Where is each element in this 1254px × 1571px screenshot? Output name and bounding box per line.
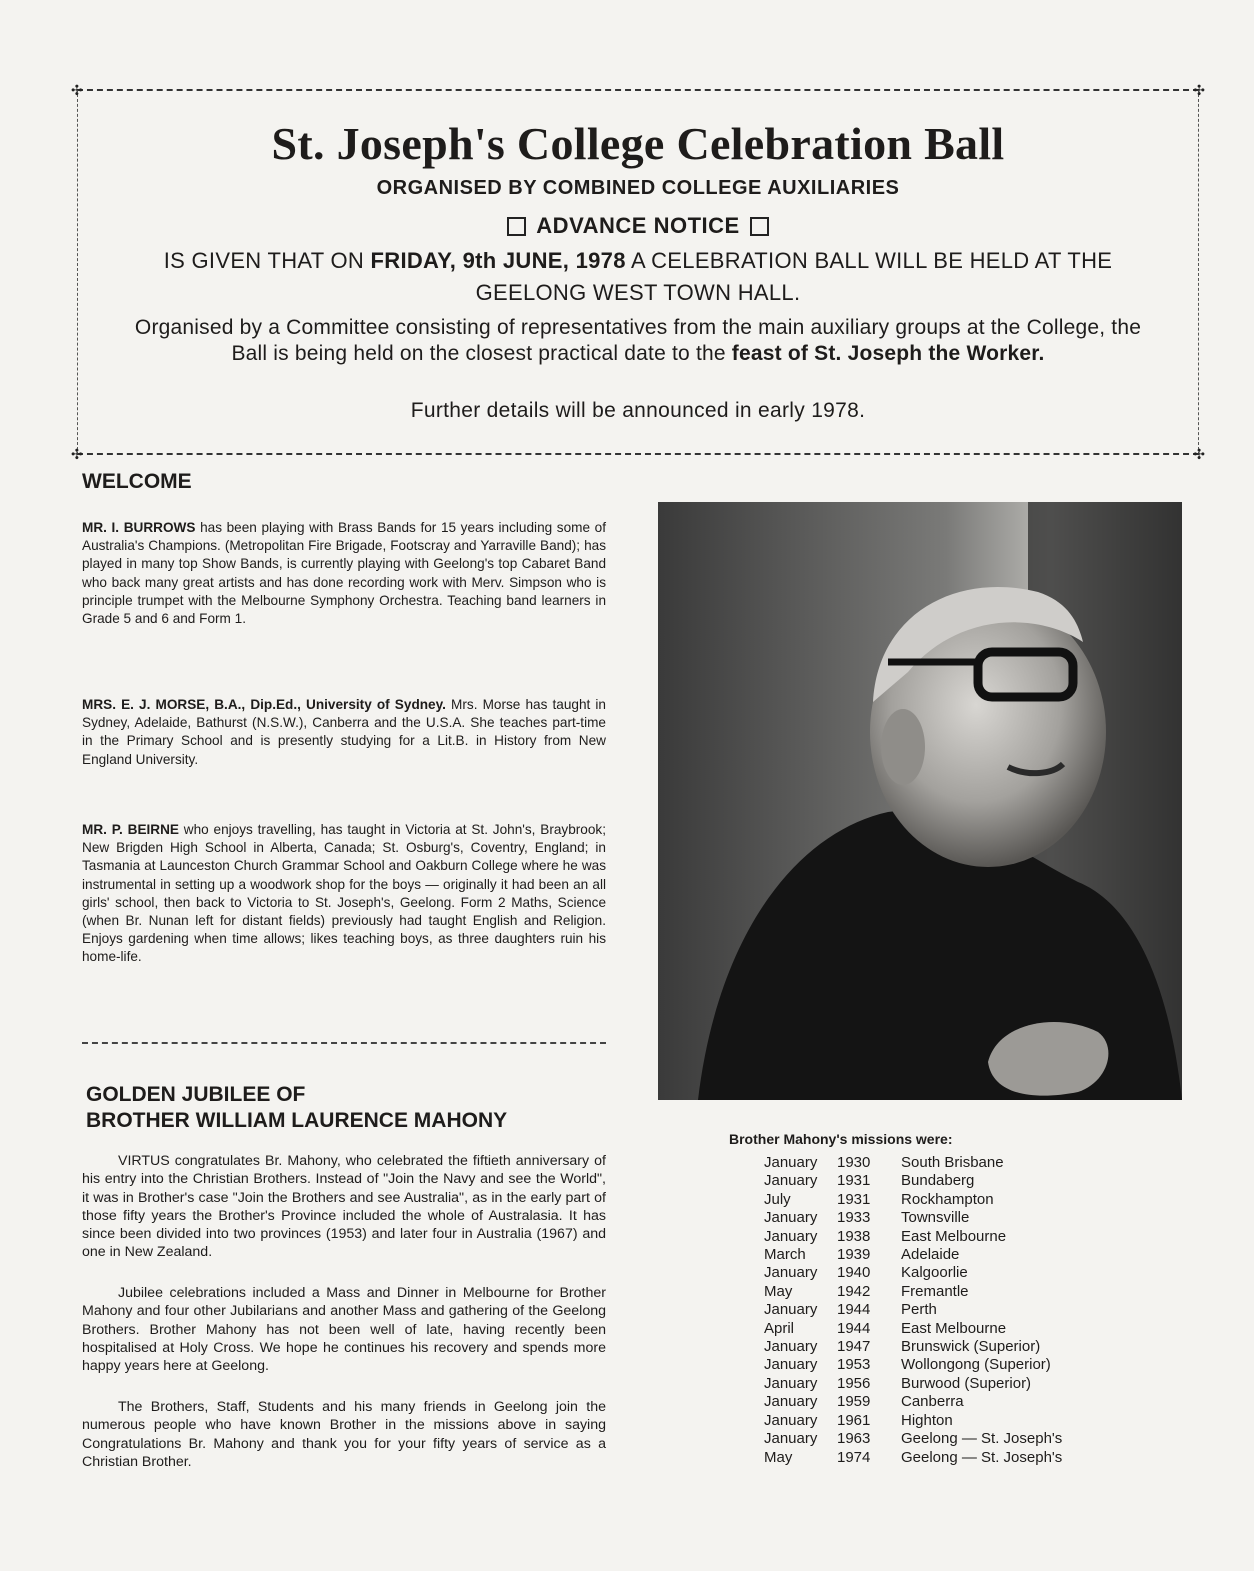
jubilee-paragraph: VIRTUS congratulates Br. Mahony, who celebrated the fiftieth anniversary of his entry into the Christian Brothers. Instead of "Join the Navy and see the World", it was in Brother's case "Join the Brothers and see Australia", as in the early part of those fifty years the Brother's Province included the whole of Australasia. It has since been divided into two provinces (1953) and later four in Australia (1967) and one in New Zealand. <box>82 1153 606 1261</box>
staff-name: MR. P. BEIRNE <box>82 822 179 837</box>
advance-notice-heading <box>78 213 1198 239</box>
mission-year: 1961 <box>837 1411 871 1429</box>
staff-bio-text: Mrs. Morse has taught in Sydney, Adelaide, Bathurst (N.S.W.), Canberra and the U.S.A. She teaches part-time in the Primary School and is presently studying for a Lit.B. in History from New England University. <box>82 697 606 767</box>
mission-month: January <box>764 1264 818 1282</box>
jubilee-paragraph: Jubilee celebrations included a Mass and Dinner in Melbourne for Brother Mahony and four other Jubilarians and another Mass and gathering of the Geelong Brothers. Brother Mahony has not been well of late, having recently been hospitalised at Holy Cross. We hope he continues his recovery and spends more happy years here at Geelong. <box>82 1285 606 1375</box>
committee-note <box>118 315 1158 367</box>
mission-place: Townsville <box>901 1209 970 1227</box>
mission-year: 1931 <box>837 1190 871 1208</box>
portrait-illustration <box>658 502 1182 1100</box>
table-row <box>764 1375 1062 1393</box>
square-bullet-icon <box>507 217 526 236</box>
table-row <box>764 1412 1062 1430</box>
mission-month: January <box>764 1356 818 1374</box>
staff-bio <box>82 519 606 628</box>
mission-year: 1930 <box>837 1154 871 1171</box>
mission-year: 1933 <box>837 1209 871 1227</box>
table-row <box>764 1449 1062 1467</box>
mission-year: 1931 <box>837 1172 871 1190</box>
mission-place: Geelong — St. Joseph's <box>901 1448 1063 1466</box>
mission-year: 1939 <box>837 1246 871 1264</box>
mission-year: 1940 <box>837 1264 871 1282</box>
mission-place: Burwood (Superior) <box>901 1374 1032 1392</box>
table-row <box>764 1246 1062 1264</box>
mission-year: 1959 <box>837 1393 871 1411</box>
mission-place: Brunswick (Superior) <box>901 1338 1041 1356</box>
mission-month: May <box>764 1448 793 1466</box>
staff-name: MR. I. BURROWS <box>82 520 196 535</box>
welcome-heading: WELCOME <box>82 470 192 493</box>
mission-month: January <box>764 1209 818 1227</box>
committee-note-text: Organised by a Committee consisting of representatives from the main auxiliary groups at the College, the Ball is being held on the closest practical date to the <box>134 316 1142 365</box>
mission-month: March <box>764 1246 806 1264</box>
table-row <box>764 1430 1062 1448</box>
mission-place: Perth <box>901 1301 937 1319</box>
mission-place: Geelong — St. Joseph's <box>901 1430 1063 1448</box>
mission-month: January <box>764 1374 818 1392</box>
table-row <box>764 1356 1062 1374</box>
mission-month: July <box>764 1190 791 1208</box>
advance-notice-box <box>71 82 1205 462</box>
table-row <box>764 1301 1062 1319</box>
mission-place: Adelaide <box>901 1246 960 1264</box>
mission-month: May <box>764 1282 793 1300</box>
mission-month: January <box>764 1430 818 1448</box>
mission-year: 1963 <box>837 1430 871 1448</box>
square-bullet-icon <box>750 217 769 236</box>
mission-month: January <box>764 1154 818 1171</box>
jubilee-heading <box>86 1082 507 1134</box>
missions-heading: Brother Mahony's missions were: <box>729 1131 953 1147</box>
mission-year: 1956 <box>837 1374 871 1392</box>
ball-date: FRIDAY, 9th JUNE, 1978 <box>370 248 626 273</box>
mission-year: 1953 <box>837 1356 871 1374</box>
mission-year: 1974 <box>837 1448 871 1466</box>
mission-place: East Melbourne <box>901 1319 1007 1337</box>
table-row <box>764 1264 1062 1282</box>
table-row <box>764 1283 1062 1301</box>
mission-year: 1938 <box>837 1227 871 1245</box>
advance-notice-label: ADVANCE NOTICE <box>536 213 740 238</box>
mission-place: Canberra <box>901 1393 964 1411</box>
mission-month: January <box>764 1227 818 1245</box>
mission-month: January <box>764 1393 818 1411</box>
table-row <box>764 1338 1062 1356</box>
mission-place: Rockhampton <box>901 1190 994 1208</box>
mission-place: Bundaberg <box>901 1172 975 1190</box>
mission-place: Kalgoorlie <box>901 1264 968 1282</box>
mission-year: 1942 <box>837 1282 871 1300</box>
staff-bio <box>82 821 606 967</box>
staff-bio <box>82 696 606 769</box>
section-divider <box>82 1042 606 1044</box>
mission-place: Highton <box>901 1411 953 1429</box>
mission-month: January <box>764 1172 818 1190</box>
mission-month: January <box>764 1411 818 1429</box>
portrait-photo <box>658 502 1182 1100</box>
staff-bio-text: has been playing with Brass Bands for 15 years including some of Australia's Champions. (Metropolitan Fire Brigade, Footscray and Yarraville Band); has played in many top Show Bands, is currently playing with Geelong's top Cabaret Band who back many great artists and has done recording work with Merv. Simpson who is principle trumpet with the Melbourne Symphony Orchestra. Teaching band learners in Grade 5 and 6 and Form 1. <box>82 520 606 627</box>
mission-year: 1944 <box>837 1301 871 1319</box>
mission-year: 1947 <box>837 1338 871 1356</box>
table-row <box>764 1191 1062 1209</box>
jubilee-paragraph: The Brothers, Staff, Students and his many friends in Geelong join the numerous people who have known Brother in the missions above in saying Congratulations Br. Mahony and thank you for your fifty years of service as a Christian Brother. <box>82 1399 606 1470</box>
table-row <box>764 1320 1062 1338</box>
announcement-lead: IS GIVEN THAT ON <box>163 248 371 273</box>
mission-place: Wollongong (Superior) <box>901 1356 1051 1374</box>
mission-place: Fremantle <box>901 1282 969 1300</box>
feast-name: feast of St. Joseph the Worker. <box>731 342 1045 365</box>
corner-ornament: ✣ <box>1193 82 1205 98</box>
mission-place: East Melbourne <box>901 1227 1007 1245</box>
table-row <box>764 1172 1062 1190</box>
table-row <box>764 1393 1062 1411</box>
corner-ornament: ✣ <box>71 446 83 462</box>
ball-announcement <box>118 245 1158 309</box>
staff-name: MRS. E. J. MORSE, B.A., Dip.Ed., University of Sydney. <box>82 697 446 712</box>
further-details-note: Further details will be announced in early 1978. <box>410 399 866 422</box>
jubilee-heading-line: GOLDEN JUBILEE OF <box>86 1083 306 1106</box>
jubilee-heading-line: BROTHER WILLIAM LAURENCE MAHONY <box>86 1109 508 1132</box>
mission-month: April <box>764 1319 795 1337</box>
staff-bio-text: who enjoys travelling, has taught in Victoria at St. John's, Braybrook; New Brigden High School in Alberta, Canada; St. Osburg's, Coventry, England; in Tasmania at Launceston Church Grammar School and Oakburn College where he was instrumental in setting up a woodwork shop for the boys — originally it had been an all girls' school, then back to Victoria to St. Joseph's, Geelong. Form 2 Maths, Science (when Br. Nunan left for distant fields) previously had taught English and Religion. Enjoys gardening when time allows; likes teaching boys, as three daughters ruin his home-life. <box>82 822 606 965</box>
mission-year: 1944 <box>837 1319 871 1337</box>
mission-place: South Brisbane <box>901 1154 1004 1171</box>
table-row <box>764 1228 1062 1246</box>
table-row <box>764 1154 1062 1172</box>
table-row <box>764 1209 1062 1227</box>
announcement-venue: A CELEBRATION BALL WILL BE HELD AT THE GEELONG WEST TOWN HALL. <box>475 248 1113 305</box>
page-title: St. Joseph's College Celebration Ball <box>271 118 1005 169</box>
mission-month: January <box>764 1301 818 1319</box>
missions-table <box>764 1154 1062 1467</box>
corner-ornament: ✣ <box>71 82 83 98</box>
corner-ornament: ✣ <box>1193 446 1205 462</box>
mission-month: January <box>764 1338 818 1356</box>
notice-subtitle: ORGANISED BY COMBINED COLLEGE AUXILIARIES <box>376 177 900 199</box>
